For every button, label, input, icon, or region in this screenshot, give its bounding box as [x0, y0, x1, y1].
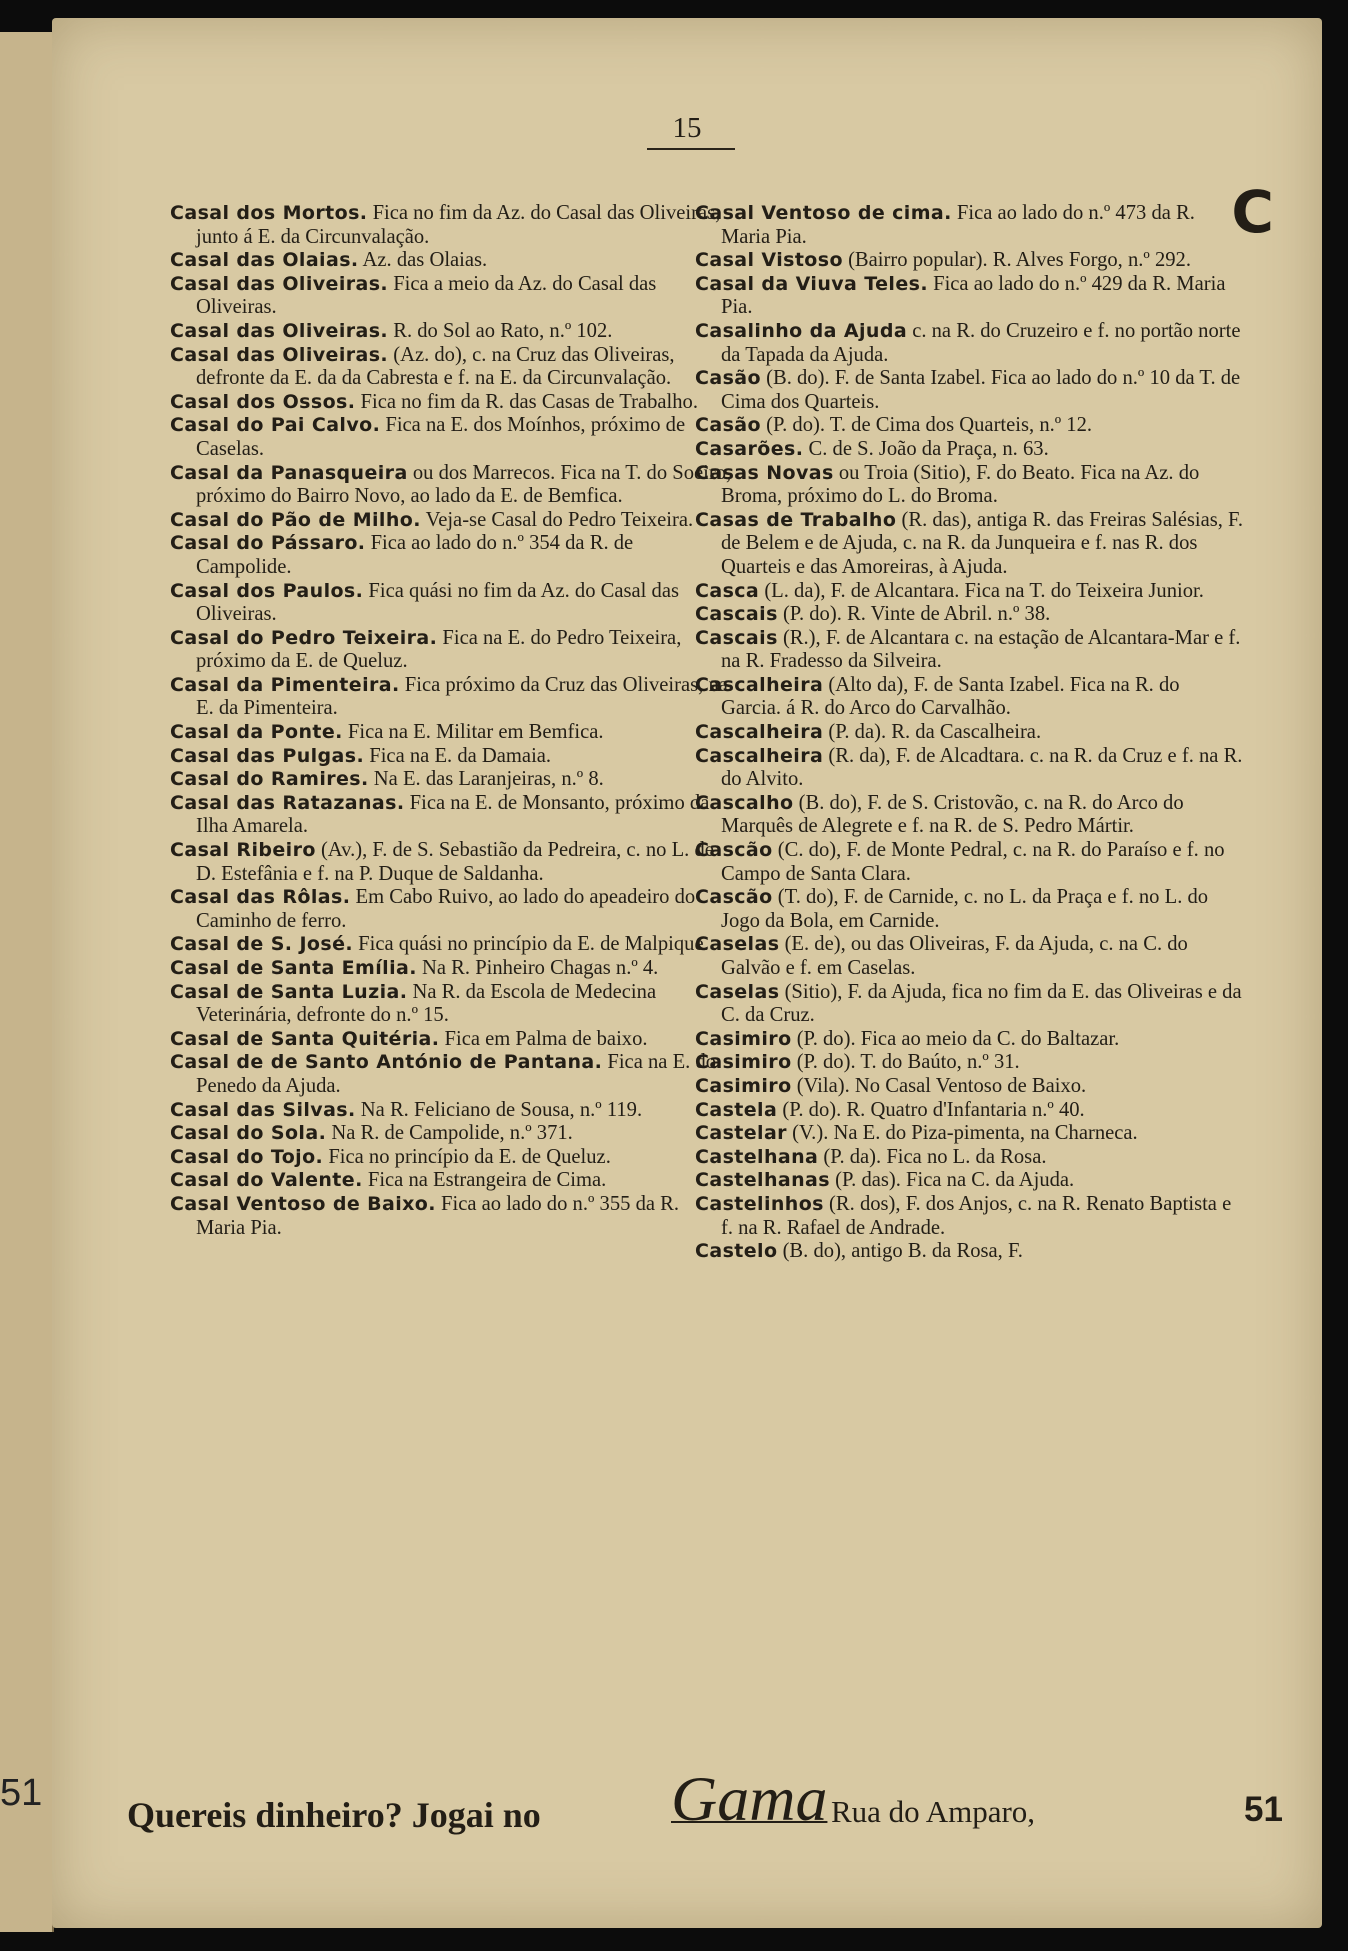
- entry-headword: Casimiro: [695, 1051, 792, 1074]
- ad-slogan: Quereis dinheiro? Jogai no: [127, 1795, 541, 1835]
- directory-entry: [170, 391, 732, 415]
- entry-text: Na R. da Escola de Medecina Veterinária, defronte do n.º 15.: [196, 980, 657, 1027]
- entry-text: Fica na E. da Damaia.: [369, 744, 552, 767]
- entry-text: Fica ao lado do n.º 355 da R. Maria Pia.: [196, 1192, 680, 1239]
- directory-entry: [695, 1099, 1243, 1123]
- entry-headword: Casalinho da Ajuda: [695, 319, 908, 342]
- entry-headword: Casal de Santa Luzia.: [170, 980, 408, 1003]
- directory-entry: [170, 580, 732, 627]
- entry-headword: Casão: [695, 414, 761, 437]
- directory-entry: [170, 1051, 732, 1098]
- directory-entry: [695, 462, 1243, 509]
- directory-entry: [170, 627, 732, 674]
- directory-entry: [695, 320, 1243, 367]
- entry-text: (P. do). T. do Baúto, n.º 31.: [796, 1051, 1020, 1074]
- directory-entry: [695, 981, 1243, 1028]
- entry-text: Fica na E. dos Moínhos, próximo de Caselas.: [196, 414, 686, 460]
- entry-text: Fica ao lado do n.º 429 da R. Maria Pia.: [721, 272, 1226, 319]
- directory-entry: [695, 509, 1243, 580]
- entry-text: ou dos Marrecos. Fica na T. do Soeiro, próximo do Bairro Novo, ao lado da E. de Bemfica.: [196, 461, 732, 508]
- entry-headword: Casarões.: [695, 437, 804, 460]
- entry-text: Fica na E. do Penedo da Ajuda.: [196, 1051, 717, 1097]
- directory-entry: [170, 462, 732, 509]
- directory-entry: [695, 886, 1243, 933]
- directory-entry: [170, 1122, 732, 1146]
- entry-text: Veja-se Casal do Pedro Teixeira.: [425, 508, 694, 531]
- entry-headword: Cascão: [695, 886, 773, 909]
- entry-text: Fica ao lado do n.º 473 da R. Maria Pia.: [721, 202, 1195, 248]
- entry-text: (Av.), F. de S. Sebastião da Pedreira, c. no L. de D. Estefânia e f. na P. Duque de Saldanha.: [196, 839, 714, 885]
- entry-text: Na E. das Laranjeiras, n.º 8.: [373, 768, 604, 791]
- entry-headword: Casal do Pão de Milho.: [170, 508, 421, 531]
- directory-entry: [695, 603, 1243, 627]
- entry-text: (T. do), F. de Carnide, c. no L. da Praça e f. no L. do Jogo da Bola, em Carnide.: [721, 886, 1209, 932]
- entry-text: Fica em Palma de baixo.: [444, 1027, 648, 1050]
- entry-text: Fica no fim da R. das Casas de Trabalho.: [360, 390, 698, 413]
- entry-headword: Casca: [695, 579, 760, 602]
- entry-headword: Caselas: [695, 980, 780, 1003]
- entry-headword: Cascalheira: [695, 744, 824, 767]
- entry-text: (V.). Na E. do Piza-pimenta, na Charneca.: [792, 1122, 1138, 1145]
- entry-text: Az. das Olaias.: [362, 249, 488, 272]
- entry-text: Fica ao lado do n.º 354 da R. de Campolide.: [196, 532, 634, 578]
- entry-text: (E. de), ou das Oliveiras, F. da Ajuda, c. na C. do Galvão e f. em Caselas.: [721, 933, 1188, 979]
- directory-entry: [695, 1169, 1243, 1193]
- entry-headword: Casal de de Santo António de Pantana.: [170, 1051, 603, 1074]
- entry-text: (R. das), antiga R. das Freiras Salésias, F. de Belem e de Ajuda, c. na R. da Junqueira e f. nas R. dos Quarteis e das Amoreiras, à Ajuda.: [721, 508, 1243, 578]
- previous-page-edge: [0, 32, 54, 1932]
- entry-text: (Sitio), F. da Ajuda, fica no fim da E. das Oliveiras e da C. da Cruz.: [721, 980, 1242, 1027]
- entry-headword: Casal do Pedro Teixeira.: [170, 626, 438, 649]
- ad-address: Rua do Amparo,: [831, 1794, 1036, 1829]
- directory-entry: [695, 1122, 1243, 1146]
- directory-entry: [695, 674, 1243, 721]
- entry-headword: Casal das Oliveiras.: [170, 343, 389, 366]
- entry-text: (R. da), F. de Alcadtara. c. na R. da Cruz e f. na R. do Alvito.: [721, 744, 1243, 791]
- entry-headword: Casal das Oliveiras.: [170, 272, 389, 295]
- entry-headword: Casal dos Ossos.: [170, 390, 356, 413]
- directory-entry: [695, 839, 1243, 886]
- directory-entry: [170, 249, 732, 273]
- directory-entry: [695, 367, 1243, 414]
- entry-headword: Casal da Viuva Teles.: [695, 272, 928, 295]
- directory-entry: [170, 792, 732, 839]
- entry-text: Na R. de Campolide, n.º 371.: [331, 1122, 573, 1145]
- entry-headword: Casal do Sola.: [170, 1122, 327, 1145]
- entry-headword: Caselas: [695, 933, 780, 956]
- entry-headword: Casal das Rôlas.: [170, 886, 351, 909]
- entry-text: (C. do), F. de Monte Pedral, c. na R. do Paraíso e f. no Campo de Santa Clara.: [721, 839, 1225, 885]
- directory-entry: [695, 792, 1243, 839]
- entry-text: (P. do). T. de Cima dos Quarteis, n.º 12.: [766, 414, 1093, 437]
- directory-entry: [170, 674, 732, 721]
- directory-page: [52, 18, 1322, 1928]
- directory-entry: [170, 745, 732, 769]
- directory-entry: [695, 1146, 1243, 1170]
- entry-headword: Casal Ventoso de cima.: [695, 202, 952, 224]
- directory-entry: [695, 249, 1243, 273]
- entry-text: Em Cabo Ruivo, ao lado do apeadeiro do Caminho de ferro.: [196, 886, 696, 932]
- entry-text: C. de S. João da Praça, n. 63.: [808, 437, 1049, 460]
- directory-entry: [170, 532, 732, 579]
- entry-headword: Casal da Panasqueira: [170, 461, 408, 484]
- entry-text: Fica a meio da Az. do Casal das Oliveiras.: [196, 272, 657, 319]
- entry-text: (Alto da), F. de Santa Izabel. Fica na R. do Garcia. á R. do Arco do Carvalhão.: [721, 673, 1180, 720]
- entry-headword: Casal de Santa Quitéria.: [170, 1027, 440, 1050]
- directory-entry: [170, 957, 732, 981]
- section-letter: C: [1231, 178, 1274, 246]
- entry-text: (P. da). R. da Cascalheira.: [828, 721, 1042, 744]
- entry-headword: Casal Ribeiro: [170, 839, 316, 862]
- directory-entry: [695, 721, 1243, 745]
- directory-entry: [170, 1146, 732, 1170]
- left-column: [170, 202, 732, 1240]
- entry-headword: Casão: [695, 367, 761, 390]
- entry-text: (Vila). No Casal Ventoso de Baixo.: [796, 1074, 1087, 1097]
- directory-entry: [695, 1193, 1243, 1240]
- entry-text: (P. do). R. Quatro d'Infantaria n.º 40.: [782, 1098, 1085, 1121]
- directory-entry: [170, 839, 732, 886]
- directory-entry: [695, 1028, 1243, 1052]
- entry-headword: Casal dos Mortos.: [170, 202, 368, 224]
- directory-entry: [170, 886, 732, 933]
- directory-entry: [170, 981, 732, 1028]
- entry-text: Fica na E. Militar em Bemfica.: [347, 721, 604, 744]
- entry-text: Fica na Estrangeira de Cima.: [367, 1169, 607, 1192]
- directory-entry: [695, 1075, 1243, 1099]
- entry-headword: Cascalheira: [695, 721, 824, 744]
- entry-headword: Casal de Santa Emília.: [170, 957, 417, 979]
- entry-text: Fica próximo da Cruz das Oliveiras, na E. da Pimenteira.: [196, 673, 728, 720]
- directory-entry: [170, 202, 732, 249]
- entry-headword: Cascais: [695, 603, 778, 626]
- entry-headword: Casal do Pássaro.: [170, 532, 366, 555]
- directory-entry: [170, 509, 732, 533]
- entry-text: Na R. Feliciano de Sousa, n.º 119.: [360, 1098, 643, 1121]
- entry-headword: Casal das Ratazanas.: [170, 791, 405, 814]
- entry-headword: Cascalho: [695, 791, 794, 814]
- entry-headword: Casimiro: [695, 1027, 792, 1050]
- entry-text: (P. do). R. Vinte de Abril. n.º 38.: [782, 603, 1051, 626]
- entry-headword: Casal de S. José.: [170, 933, 353, 956]
- entry-text: (R.), F. de Alcantara c. na estação de Alcantara-Mar e f. na R. Fradesso da Silveira.: [721, 626, 1241, 673]
- entry-headword: Casas de Trabalho: [695, 508, 897, 531]
- entry-text: Fica quási no fim da Az. do Casal das Oliveiras.: [196, 579, 679, 626]
- entry-text: (P. das). Fica na C. da Ajuda.: [835, 1169, 1075, 1192]
- entry-text: Fica no fim da Az. do Casal das Oliveiras, junto á E. da Circunvalação.: [196, 202, 721, 248]
- page-number-rule: [647, 148, 735, 150]
- entry-headword: Castelinhos: [695, 1192, 824, 1215]
- directory-entry: [170, 721, 732, 745]
- directory-entry: [170, 768, 732, 792]
- directory-entry: [170, 1028, 732, 1052]
- previous-page-number: 51: [0, 1772, 43, 1814]
- directory-entry: [695, 273, 1243, 320]
- entry-headword: Casal dos Paulos.: [170, 579, 364, 602]
- entry-headword: Castelo: [695, 1240, 778, 1263]
- entry-headword: Casal do Valente.: [170, 1169, 363, 1192]
- entry-text: (B. do). F. de Santa Izabel. Fica ao lado do n.º 10 da T. de Cima dos Quarteis.: [721, 367, 1241, 413]
- entry-headword: Casal do Ramires.: [170, 768, 369, 791]
- entry-text: c. na R. do Cruzeiro e f. no portão norte da Tapada da Ajuda.: [721, 319, 1241, 366]
- entry-headword: Cascais: [695, 626, 778, 649]
- entry-headword: Castelhana: [695, 1145, 819, 1168]
- entry-text: Fica no princípio da E. de Queluz.: [328, 1145, 611, 1168]
- directory-entry: [695, 933, 1243, 980]
- entry-headword: Casal Vistoso: [695, 249, 843, 272]
- directory-entry: [695, 438, 1243, 462]
- entry-headword: Casal do Tojo.: [170, 1145, 324, 1168]
- advertisement-footer: [127, 1763, 1297, 1848]
- entry-headword: Casas Novas: [695, 461, 834, 484]
- entry-headword: Casimiro: [695, 1074, 792, 1097]
- directory-entry: [170, 414, 732, 461]
- entry-text: ou Troia (Sitio), F. do Beato. Fica na Az. do Broma, próximo do L. do Broma.: [721, 461, 1200, 508]
- entry-headword: Cascalheira: [695, 673, 824, 696]
- entry-text: (R. dos), F. dos Anjos, c. na R. Renato Baptista e f. na R. Rafael de Andrade.: [721, 1192, 1232, 1239]
- entry-text: (Bairro popular). R. Alves Forgo, n.º 292.: [848, 249, 1191, 272]
- entry-text: Fica na E. do Pedro Teixeira, próximo da E. de Queluz.: [196, 626, 682, 673]
- entry-headword: Castela: [695, 1098, 778, 1121]
- right-column: [695, 202, 1243, 1264]
- entry-headword: Casal das Pulgas.: [170, 744, 365, 767]
- directory-entry: [695, 1051, 1243, 1075]
- directory-entry: [170, 320, 732, 344]
- entry-text: (Az. do), c. na Cruz das Oliveiras, defronte da E. da da Cabresta e f. na E. da Circunvalação.: [196, 343, 675, 390]
- entry-text: Fica na E. de Monsanto, próximo da Ilha Amarela.: [196, 791, 710, 838]
- directory-entry: [695, 414, 1243, 438]
- entry-headword: Casal da Pimenteira.: [170, 673, 400, 696]
- directory-entry: [170, 273, 732, 320]
- entry-headword: Castelhanas: [695, 1169, 830, 1192]
- entry-headword: Casal Ventoso de Baixo.: [170, 1192, 436, 1215]
- directory-entry: [695, 745, 1243, 792]
- directory-entry: [695, 1240, 1243, 1264]
- entry-text: R. do Sol ao Rato, n.º 102.: [393, 319, 613, 342]
- entry-text: (B. do), antigo B. da Rosa, F.: [782, 1240, 1023, 1263]
- entry-text: (B. do), F. de S. Cristovão, c. na R. do Arco do Marquês de Alegrete e f. na R. de S. Pedro Mártir.: [721, 791, 1184, 838]
- entry-text: (P. do). Fica ao meio da C. do Baltazar.: [796, 1027, 1120, 1050]
- entry-headword: Castelar: [695, 1122, 787, 1145]
- entry-text: (L. da), F. de Alcantara. Fica na T. do Teixeira Junior.: [764, 579, 1204, 602]
- entry-headword: Casal das Silvas.: [170, 1098, 356, 1121]
- entry-text: Fica quási no princípio da E. de Malpique.: [358, 933, 709, 956]
- entry-text: Na R. Pinheiro Chagas n.º 4.: [422, 957, 659, 979]
- directory-entry: [695, 202, 1243, 249]
- entry-headword: Cascão: [695, 839, 773, 862]
- page-number: 15: [672, 112, 702, 144]
- directory-entry: [695, 580, 1243, 604]
- ad-address-number: 51: [1244, 1790, 1283, 1829]
- directory-entry: [170, 933, 732, 957]
- entry-headword: Casal da Ponte.: [170, 721, 343, 744]
- entry-text: (P. da). Fica no L. da Rosa.: [823, 1145, 1047, 1168]
- directory-entry: [170, 1099, 732, 1123]
- directory-entry: [170, 1193, 732, 1240]
- entry-headword: Casal das Olaias.: [170, 249, 359, 272]
- directory-entry: [170, 344, 732, 391]
- entry-headword: Casal das Oliveiras.: [170, 319, 389, 342]
- entry-headword: Casal do Pai Calvo.: [170, 414, 381, 437]
- directory-entry: [695, 627, 1243, 674]
- ad-brand-logo: Gama: [671, 1763, 828, 1834]
- directory-entry: [170, 1169, 732, 1193]
